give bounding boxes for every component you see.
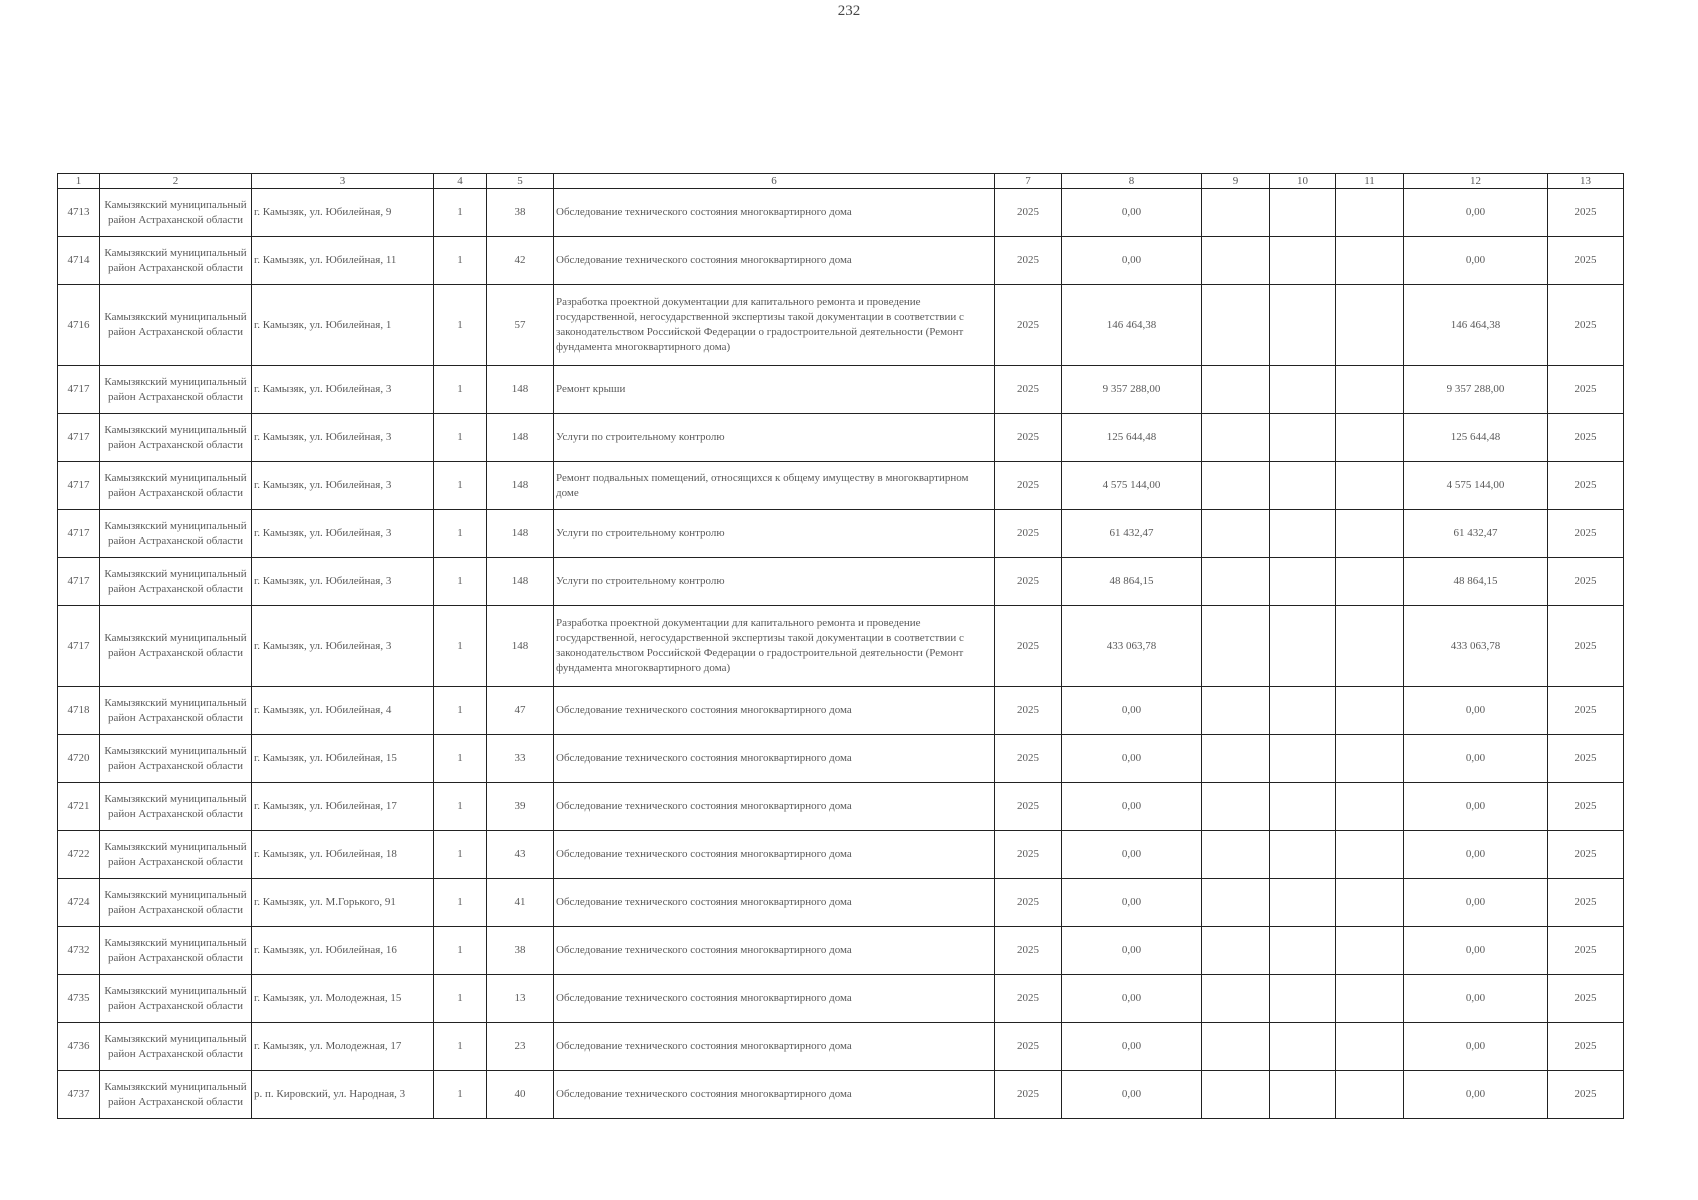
cell-col10 [1270,237,1336,285]
cell-address: г. Камызяк, ул. Юбилейная, 17 [252,783,434,831]
cell-col9 [1202,606,1270,687]
cell-municipality: Камызякский муниципальный район Астраханской области [100,1071,252,1119]
cell-col5: 148 [487,558,554,606]
cell-col4: 1 [434,414,487,462]
table-row [58,366,1624,414]
cell-year: 2025 [995,189,1062,237]
cell-col10 [1270,687,1336,735]
cell-col13-year: 2025 [1548,558,1624,606]
cell-address: г. Камызяк, ул. Юбилейная, 3 [252,462,434,510]
cell-col11 [1336,975,1404,1023]
cell-work-type: Обследование технического состояния многоквартирного дома [554,1071,995,1119]
cell-municipality: Камызякский муниципальный район Астраханской области [100,414,252,462]
table-row [58,975,1624,1023]
cell-municipality: Камызякский муниципальный район Астраханской области [100,189,252,237]
cell-row-number: 4713 [58,189,100,237]
cell-col12-amount: 433 063,78 [1404,606,1548,687]
cell-row-number: 4720 [58,735,100,783]
cell-col11 [1336,189,1404,237]
cell-col9 [1202,558,1270,606]
cell-address: г. Камызяк, ул. Молодежная, 15 [252,975,434,1023]
cell-year: 2025 [995,927,1062,975]
cell-col13-year: 2025 [1548,879,1624,927]
cell-col13-year: 2025 [1548,783,1624,831]
page-number: 232 [837,3,861,19]
cell-col10 [1270,831,1336,879]
cell-row-number: 4735 [58,975,100,1023]
cell-col13-year: 2025 [1548,462,1624,510]
cell-col12-amount: 0,00 [1404,1023,1548,1071]
table-row [58,414,1624,462]
cell-col5: 43 [487,831,554,879]
cell-col13-year: 2025 [1548,1071,1624,1119]
cell-row-number: 4732 [58,927,100,975]
cell-col11 [1336,510,1404,558]
cell-col12-amount: 9 357 288,00 [1404,366,1548,414]
cell-year: 2025 [995,462,1062,510]
cell-col4: 1 [434,606,487,687]
cell-year: 2025 [995,237,1062,285]
cell-col13-year: 2025 [1548,510,1624,558]
cell-col12-amount: 61 432,47 [1404,510,1548,558]
cell-col4: 1 [434,558,487,606]
cell-address: г. Камызяк, ул. Молодежная, 17 [252,1023,434,1071]
column-header: 13 [1548,174,1624,189]
cell-row-number: 4717 [58,462,100,510]
cell-col9 [1202,285,1270,366]
column-header: 11 [1336,174,1404,189]
cell-address: г. Камызяк, ул. Юбилейная, 9 [252,189,434,237]
cell-col4: 1 [434,366,487,414]
cell-municipality: Камызякский муниципальный район Астраханской области [100,558,252,606]
cell-col5: 148 [487,366,554,414]
cell-col4: 1 [434,735,487,783]
table-row [58,735,1624,783]
cell-municipality: Камызякский муниципальный район Астраханской области [100,462,252,510]
cell-col10 [1270,462,1336,510]
cell-year: 2025 [995,414,1062,462]
cell-year: 2025 [995,366,1062,414]
cell-col5: 41 [487,879,554,927]
cell-col9 [1202,510,1270,558]
cell-year: 2025 [995,831,1062,879]
cell-col11 [1336,414,1404,462]
column-header: 10 [1270,174,1336,189]
cell-year: 2025 [995,783,1062,831]
cell-col5: 38 [487,189,554,237]
cell-municipality: Камызякский муниципальный район Астраханской области [100,687,252,735]
column-header: 6 [554,174,995,189]
cell-row-number: 4736 [58,1023,100,1071]
cell-address: г. Камызяк, ул. Юбилейная, 3 [252,510,434,558]
cell-municipality: Камызякский муниципальный район Астраханской области [100,735,252,783]
cell-col13-year: 2025 [1548,285,1624,366]
table-body [58,189,1624,1119]
cell-municipality: Камызякский муниципальный район Астраханской области [100,237,252,285]
cell-year: 2025 [995,285,1062,366]
table-row [58,687,1624,735]
cell-year: 2025 [995,606,1062,687]
column-header: 2 [100,174,252,189]
cell-col11 [1336,606,1404,687]
cell-year: 2025 [995,1071,1062,1119]
cell-row-number: 4718 [58,687,100,735]
cell-row-number: 4722 [58,831,100,879]
cell-col11 [1336,1023,1404,1071]
table-row [58,510,1624,558]
table-row [58,462,1624,510]
cell-work-type: Услуги по строительному контролю [554,414,995,462]
cell-col11 [1336,783,1404,831]
cell-col5: 42 [487,237,554,285]
cell-col9 [1202,1023,1270,1071]
cell-col11 [1336,558,1404,606]
cell-municipality: Камызякский муниципальный район Астраханской области [100,1023,252,1071]
cell-col4: 1 [434,879,487,927]
cell-col9 [1202,414,1270,462]
cell-work-type: Разработка проектной документации для капитального ремонта и проведение государственной, негосударственной экспертизы такой документации в соответствии с законодательством Российской Федерации о градостроительной деятельности (Ремонт фундамента многоквартирного дома) [554,606,995,687]
cell-col11 [1336,237,1404,285]
cell-total-cost: 0,00 [1062,879,1202,927]
table-row [58,1071,1624,1119]
cell-col10 [1270,510,1336,558]
cell-col9 [1202,975,1270,1023]
cell-col9 [1202,783,1270,831]
cell-work-type: Обследование технического состояния многоквартирного дома [554,975,995,1023]
cell-col11 [1336,1071,1404,1119]
table-row [58,606,1624,687]
cell-col10 [1270,285,1336,366]
cell-row-number: 4716 [58,285,100,366]
cell-col10 [1270,975,1336,1023]
cell-col11 [1336,879,1404,927]
cell-work-type: Обследование технического состояния многоквартирного дома [554,687,995,735]
cell-col11 [1336,735,1404,783]
cell-address: р. п. Кировский, ул. Народная, 3 [252,1071,434,1119]
cell-total-cost: 0,00 [1062,831,1202,879]
cell-address: г. Камызяк, ул. Юбилейная, 11 [252,237,434,285]
cell-year: 2025 [995,510,1062,558]
cell-col4: 1 [434,1071,487,1119]
cell-col13-year: 2025 [1548,975,1624,1023]
cell-col5: 33 [487,735,554,783]
cell-col4: 1 [434,831,487,879]
cell-total-cost: 9 357 288,00 [1062,366,1202,414]
column-header: 3 [252,174,434,189]
cell-col10 [1270,735,1336,783]
cell-total-cost: 4 575 144,00 [1062,462,1202,510]
cell-total-cost: 48 864,15 [1062,558,1202,606]
cell-col11 [1336,831,1404,879]
cell-work-type: Обследование технического состояния многоквартирного дома [554,879,995,927]
cell-address: г. Камызяк, ул. Юбилейная, 1 [252,285,434,366]
cell-address: г. Камызяк, ул. М.Горького, 91 [252,879,434,927]
cell-year: 2025 [995,735,1062,783]
table-row [58,237,1624,285]
cell-municipality: Камызякский муниципальный район Астраханской области [100,783,252,831]
cell-total-cost: 0,00 [1062,783,1202,831]
cell-work-type: Обследование технического состояния многоквартирного дома [554,735,995,783]
cell-col12-amount: 0,00 [1404,687,1548,735]
cell-total-cost: 146 464,38 [1062,285,1202,366]
cell-municipality: Камызякский муниципальный район Астраханской области [100,879,252,927]
cell-year: 2025 [995,1023,1062,1071]
cell-col13-year: 2025 [1548,831,1624,879]
cell-col4: 1 [434,927,487,975]
cell-col5: 13 [487,975,554,1023]
cell-col5: 148 [487,462,554,510]
cell-col4: 1 [434,462,487,510]
cell-col9 [1202,735,1270,783]
cell-total-cost: 125 644,48 [1062,414,1202,462]
cell-col12-amount: 0,00 [1404,1071,1548,1119]
cell-col5: 40 [487,1071,554,1119]
cell-total-cost: 61 432,47 [1062,510,1202,558]
cell-row-number: 4717 [58,414,100,462]
cell-col9 [1202,879,1270,927]
cell-municipality: Камызякский муниципальный район Астраханской области [100,975,252,1023]
column-header: 8 [1062,174,1202,189]
cell-col4: 1 [434,510,487,558]
cell-col12-amount: 48 864,15 [1404,558,1548,606]
cell-col10 [1270,189,1336,237]
cell-row-number: 4721 [58,783,100,831]
cell-col12-amount: 0,00 [1404,831,1548,879]
cell-total-cost: 0,00 [1062,927,1202,975]
cell-row-number: 4717 [58,558,100,606]
column-header: 7 [995,174,1062,189]
cell-municipality: Камызякский муниципальный район Астраханской области [100,510,252,558]
table-row [58,927,1624,975]
cell-col12-amount: 0,00 [1404,975,1548,1023]
cell-col5: 148 [487,414,554,462]
cell-total-cost: 0,00 [1062,687,1202,735]
cell-col12-amount: 4 575 144,00 [1404,462,1548,510]
column-header: 12 [1404,174,1548,189]
cell-work-type: Обследование технического состояния многоквартирного дома [554,237,995,285]
cell-col13-year: 2025 [1548,366,1624,414]
cell-col12-amount: 0,00 [1404,189,1548,237]
cell-col9 [1202,237,1270,285]
cell-col13-year: 2025 [1548,735,1624,783]
cell-col4: 1 [434,237,487,285]
cell-work-type: Обследование технического состояния многоквартирного дома [554,831,995,879]
cell-col5: 23 [487,1023,554,1071]
cell-address: г. Камызяк, ул. Юбилейная, 16 [252,927,434,975]
column-header: 5 [487,174,554,189]
cell-col10 [1270,414,1336,462]
cell-work-type: Услуги по строительному контролю [554,558,995,606]
cell-address: г. Камызяк, ул. Юбилейная, 3 [252,366,434,414]
cell-col11 [1336,285,1404,366]
cell-col9 [1202,1071,1270,1119]
cell-col10 [1270,558,1336,606]
cell-col9 [1202,462,1270,510]
cell-col5: 148 [487,510,554,558]
cell-municipality: Камызякский муниципальный район Астраханской области [100,285,252,366]
cell-col4: 1 [434,1023,487,1071]
cell-col12-amount: 0,00 [1404,927,1548,975]
cell-col13-year: 2025 [1548,237,1624,285]
cell-address: г. Камызяк, ул. Юбилейная, 3 [252,414,434,462]
column-header: 9 [1202,174,1270,189]
table-row [58,285,1624,366]
cell-row-number: 4717 [58,606,100,687]
cell-municipality: Камызякский муниципальный район Астраханской области [100,927,252,975]
cell-address: г. Камызяк, ул. Юбилейная, 3 [252,558,434,606]
cell-col13-year: 2025 [1548,414,1624,462]
cell-col5: 47 [487,687,554,735]
cell-col9 [1202,831,1270,879]
table-row [58,879,1624,927]
cell-total-cost: 0,00 [1062,189,1202,237]
cell-col4: 1 [434,975,487,1023]
cell-work-type: Ремонт подвальных помещений, относящихся к общему имуществу в многоквартирном доме [554,462,995,510]
cell-year: 2025 [995,558,1062,606]
cell-address: г. Камызяк, ул. Юбилейная, 18 [252,831,434,879]
cell-col5: 57 [487,285,554,366]
cell-col9 [1202,927,1270,975]
cell-total-cost: 0,00 [1062,1023,1202,1071]
cell-col10 [1270,879,1336,927]
cell-total-cost: 433 063,78 [1062,606,1202,687]
column-header: 4 [434,174,487,189]
cell-col11 [1336,462,1404,510]
cell-municipality: Камызякский муниципальный район Астраханской области [100,831,252,879]
cell-row-number: 4714 [58,237,100,285]
cell-work-type: Обследование технического состояния многоквартирного дома [554,189,995,237]
header-row [58,174,1624,189]
cell-address: г. Камызяк, ул. Юбилейная, 15 [252,735,434,783]
cell-col10 [1270,1023,1336,1071]
cell-col13-year: 2025 [1548,606,1624,687]
cell-col11 [1336,927,1404,975]
cell-col12-amount: 0,00 [1404,783,1548,831]
cell-work-type: Услуги по строительному контролю [554,510,995,558]
cell-col11 [1336,366,1404,414]
cell-row-number: 4717 [58,366,100,414]
cell-row-number: 4724 [58,879,100,927]
table-row [58,189,1624,237]
cell-work-type: Ремонт крыши [554,366,995,414]
table-row [58,558,1624,606]
table-header [58,174,1624,189]
cell-col9 [1202,687,1270,735]
cell-municipality: Камызякский муниципальный район Астраханской области [100,366,252,414]
cell-col13-year: 2025 [1548,1023,1624,1071]
cell-col11 [1336,687,1404,735]
cell-col10 [1270,927,1336,975]
cell-col12-amount: 0,00 [1404,735,1548,783]
table-row [58,783,1624,831]
cell-col5: 148 [487,606,554,687]
cell-col10 [1270,783,1336,831]
cell-col13-year: 2025 [1548,189,1624,237]
table-row [58,831,1624,879]
cell-total-cost: 0,00 [1062,1071,1202,1119]
cell-year: 2025 [995,879,1062,927]
cell-col12-amount: 125 644,48 [1404,414,1548,462]
cell-address: г. Камызяк, ул. Юбилейная, 4 [252,687,434,735]
cell-year: 2025 [995,975,1062,1023]
cell-total-cost: 0,00 [1062,237,1202,285]
cell-col10 [1270,366,1336,414]
cell-col4: 1 [434,285,487,366]
cell-col13-year: 2025 [1548,927,1624,975]
cell-work-type: Разработка проектной документации для капитального ремонта и проведение государственной, негосударственной экспертизы такой документации в соответствии с законодательством Российской Федерации о градостроительной деятельности (Ремонт фундамента многоквартирного дома) [554,285,995,366]
cell-col4: 1 [434,189,487,237]
cell-col12-amount: 146 464,38 [1404,285,1548,366]
cell-total-cost: 0,00 [1062,975,1202,1023]
cell-year: 2025 [995,687,1062,735]
cell-work-type: Обследование технического состояния многоквартирного дома [554,1023,995,1071]
cell-col10 [1270,606,1336,687]
cell-row-number: 4717 [58,510,100,558]
cell-col12-amount: 0,00 [1404,879,1548,927]
column-header: 1 [58,174,100,189]
cell-col13-year: 2025 [1548,687,1624,735]
cell-col4: 1 [434,783,487,831]
cell-work-type: Обследование технического состояния многоквартирного дома [554,783,995,831]
cell-col5: 39 [487,783,554,831]
cell-col9 [1202,366,1270,414]
cell-col5: 38 [487,927,554,975]
cell-address: г. Камызяк, ул. Юбилейная, 3 [252,606,434,687]
cell-col10 [1270,1071,1336,1119]
cell-row-number: 4737 [58,1071,100,1119]
cell-total-cost: 0,00 [1062,735,1202,783]
cell-col9 [1202,189,1270,237]
table-row [58,1023,1624,1071]
cell-municipality: Камызякский муниципальный район Астраханской области [100,606,252,687]
cell-col4: 1 [434,687,487,735]
cell-work-type: Обследование технического состояния многоквартирного дома [554,927,995,975]
capital-repair-table [57,173,1624,1119]
cell-col12-amount: 0,00 [1404,237,1548,285]
